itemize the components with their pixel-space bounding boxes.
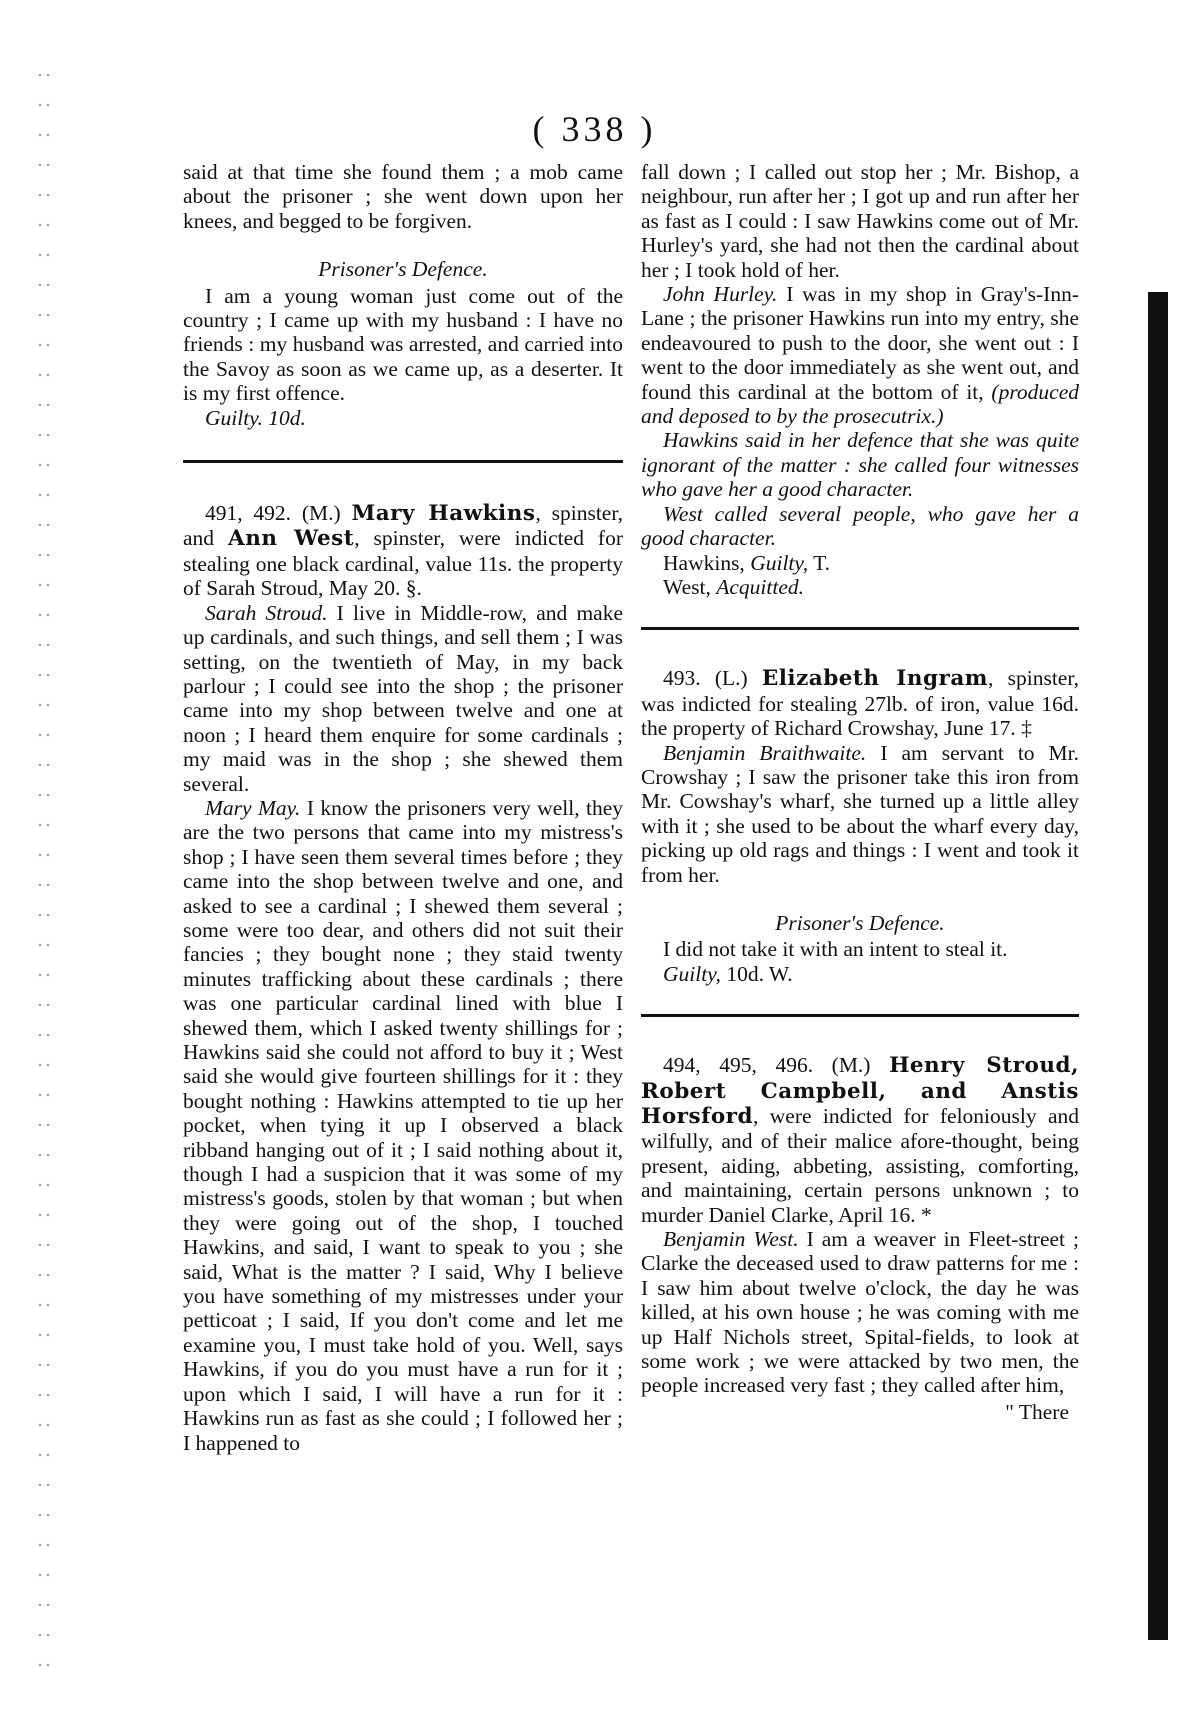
testimony bbox=[641, 1227, 1079, 1398]
witness-name: Sarah Stroud. bbox=[205, 600, 328, 625]
testimony-text: I know the prisoners very well, they are the two persons that came into my mistress's shop ; I have seen them several times before ; they came into the shop between twelve and one, and asked to see a cardinal ; I shewed them several ; some were too dear, and others did not suit their fancies ; they bought none ; they staid twenty minutes trafficking about these cardinals ; there was one particular cardinal lined with blue I shewed them, which I asked twenty shillings for ; Hawkins said she could not afford to buy it ; West said she would give fourteen shillings for it : they bought nothing : Hawkins attempted to tie up her pocket, when tying it up I observed a black ribband hanging out of it ; I said nothing about it, though I had a suspicion that it was some of my mistress's goods, stolen by that woman ; but when they were going out of the shop, I touched Hawkins, and said, I want to speak to you ; she said, What is the matter ? I said, Why I believe you have something of my mistresses under your petticoat ; I said, If you don't come and let me examine you, I must take hold of you. Well, says Hawkins, if you do you must have a run for it ; upon which I said, I will have a run for it : Hawkins run as fast as she could ; I followed her ; I happened to bbox=[183, 795, 624, 1455]
testimony-text: I am servant to Mr. Crowshay ; I saw the prisoner take this iron from Mr. Cowshay's wharf, she turned up a little alley with it ; she used to be about the wharf every day, picking up old rags and things : I went and took it from her. bbox=[641, 740, 1080, 887]
case-text: , spinster, and bbox=[183, 501, 624, 551]
testimony bbox=[641, 741, 1079, 887]
defence-note: Hawkins said in her defence that she was quite ignorant of the matter : she called four witnesses who gave her a good character. bbox=[641, 428, 1079, 502]
witness-name: John Hurley. bbox=[663, 282, 778, 307]
testimony bbox=[641, 282, 1079, 428]
verdict bbox=[641, 551, 1079, 575]
testimony-text: I was in my shop in Gray's-Inn-Lane ; the prisoner Hawkins run into my entry, she endeavoured to push to the door, she went out : I went to the door immediately as she went out, and found this cardinal at the bottom of it, bbox=[641, 282, 1079, 404]
verdict-name: West, bbox=[663, 574, 711, 599]
case-number: 493. (L.) bbox=[663, 666, 748, 691]
testimony-text: I am a weaver in Fleet-street ; Clarke the deceased used to draw patterns for me : I saw him about twelve o'clock, the day he was killed, at his own house ; he was coming with me up Half Nichols street, Spital-fields, to look at some work ; we were attacked by two men, the people increased very fast ; they called after him, bbox=[641, 1227, 1079, 1398]
section-rule bbox=[641, 1014, 1079, 1017]
section-rule bbox=[641, 627, 1079, 630]
defendant-names: Henry Stroud, Robert Campbell, and Anstis Horsford bbox=[641, 1053, 1079, 1129]
case-text: , spinster, was indicted for stealing 27lb. of iron, value 16d. the property of Richard Crowshay, June 17. ‡ bbox=[641, 666, 1080, 741]
case-text: , spinster, were indicted for stealing one black cardinal, value 11s. the property of Sarah Stroud, May 20. §. bbox=[183, 526, 623, 601]
case-entry bbox=[641, 1053, 1079, 1227]
case-number: 494, 495, 496. (M.) bbox=[663, 1053, 871, 1078]
case-text: , were indicted for feloniously and wilfully, and of their malice afore-thought, being present, aiding, abbeting, assisting, comforting, and maintaining, certain persons unknown ; to murder Daniel Clarke, April 16. * bbox=[641, 1104, 1079, 1227]
testimony-note: (produced and deposed to by the prosecutrix.) bbox=[641, 379, 1079, 429]
witness-name: Benjamin West. bbox=[663, 1227, 799, 1252]
verdict-result: Guilty, bbox=[750, 550, 809, 575]
testimony bbox=[183, 796, 623, 1455]
case-number: 491, 492. (M.) bbox=[205, 501, 341, 526]
verdict-sentence: 10d. W. bbox=[726, 961, 793, 986]
witness-name: Benjamin Braithwaite. bbox=[663, 740, 867, 765]
witness-name: Mary May. bbox=[205, 795, 301, 820]
case-entry bbox=[641, 666, 1079, 740]
paragraph: I did not take it with an intent to steal it. bbox=[663, 937, 1008, 962]
paragraph: I am a young woman just come out of the country ; I came up with my husband : I have no friends : my husband was arrested, and carried into the Savoy as soon as we came up, as a deserter. It is my first offence. bbox=[183, 283, 623, 406]
testimony-text: I live in Middle-row, and make up cardinals, and such things, and sell them ; I was setting, on the twentieth of May, in my back parlour ; I could see into the shop ; the prisoner came into my shop between twelve and one at noon ; I heard them enquire for some cardinals ; my maid was in the shop ; she shewed them several. bbox=[183, 600, 624, 796]
verdict: Guilty. 10d. bbox=[205, 405, 306, 430]
scan-margin-specks bbox=[36, 60, 50, 1680]
case-entry bbox=[183, 501, 623, 601]
defendant-name: Ann West bbox=[228, 526, 355, 552]
verdict-name: Hawkins, bbox=[663, 550, 745, 575]
verdict bbox=[641, 575, 1079, 599]
section-rule bbox=[183, 460, 623, 463]
defendant-name: Elizabeth Ingram bbox=[761, 666, 989, 692]
defence-note: West called several people, who gave her a good character. bbox=[641, 501, 1079, 551]
defendant-name: Mary Hawkins bbox=[351, 501, 536, 527]
verdict bbox=[641, 962, 1079, 986]
verdict-result: Guilty, bbox=[663, 961, 721, 986]
catchword: " There bbox=[1005, 1399, 1069, 1424]
testimony bbox=[183, 601, 623, 796]
left-column bbox=[183, 160, 623, 1455]
scan-edge-bar bbox=[1148, 292, 1168, 1640]
page-number: ( 338 ) bbox=[532, 109, 657, 149]
right-column bbox=[641, 160, 1079, 1424]
paragraph: fall down ; I called out stop her ; Mr. Bishop, a neighbour, run after her ; I got up and run after her as fast as I could : I saw Hawkins come out of Mr. Hurley's yard, she had not then the cardinal about her ; I took hold of her. bbox=[641, 160, 1079, 282]
section-heading: Prisoner's Defence. bbox=[318, 257, 488, 282]
section-heading: Prisoner's Defence. bbox=[775, 910, 945, 935]
paragraph: said at that time she found them ; a mob came about the prisoner ; she went down upon her knees, and begged to be forgiven. bbox=[183, 160, 623, 233]
verdict-sentence: T. bbox=[813, 550, 831, 575]
verdict-result: Acquitted. bbox=[716, 574, 804, 599]
